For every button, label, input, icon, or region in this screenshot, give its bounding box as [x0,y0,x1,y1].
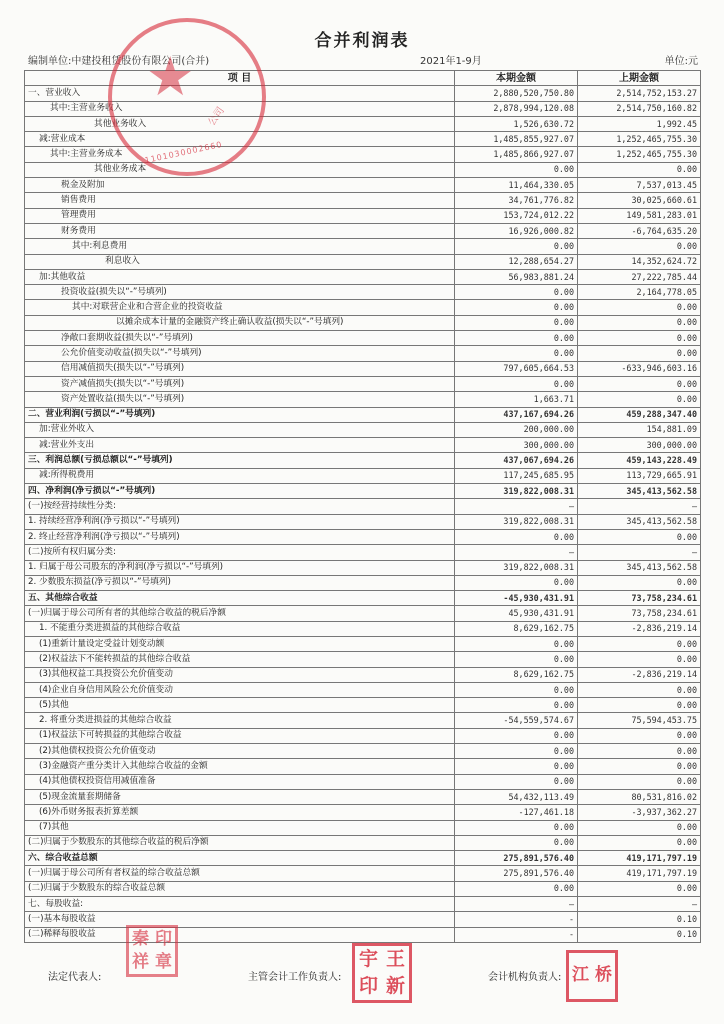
row-current-amount: 0.00 [455,575,578,590]
row-current-amount: 300,000.00 [455,438,578,453]
row-item-label: 公允价值变动收益(损失以“-”号填列) [25,346,455,361]
row-item-label: (二)按所有权归属分类: [25,545,455,560]
row-item-label: 二、营业利润(亏损以“-”号填列) [25,407,455,422]
row-current-amount: 319,822,008.31 [455,560,578,575]
company-seal-word: 公司 [206,105,227,128]
row-previous-amount: 0.00 [578,346,701,361]
accounting-dept-head-seal [566,950,618,1002]
row-item-label: 五、其他综合收益 [25,591,455,606]
accounting-head-label: 主管会计工作负责人: [248,972,342,983]
row-item-label: 以摊余成本计量的金融资产终止确认收益(损失以“-”号填列) [25,315,455,330]
row-current-amount: 45,930,431.91 [455,606,578,621]
row-item-label: (3)其他权益工具投资公允价值变动 [25,667,455,682]
row-current-amount: 0.00 [455,331,578,346]
row-previous-amount: 459,288,347.40 [578,407,701,422]
table-row [25,545,701,560]
table-row [25,392,701,407]
table-row [25,789,701,804]
row-current-amount: - [455,927,578,942]
table-row [25,147,701,162]
row-current-amount: 0.00 [455,759,578,774]
row-current-amount: 275,891,576.40 [455,866,578,881]
table-body [25,86,701,943]
accounting-head-seal [352,943,412,1003]
table-row [25,759,701,774]
row-previous-amount: -6,764,635.20 [578,223,701,238]
row-previous-amount: 345,413,562.58 [578,560,701,575]
row-item-label: 税金及附加 [25,178,455,193]
row-current-amount: 0.00 [455,162,578,177]
row-item-label: (二)归属于少数股东的其他综合收益的税后净额 [25,835,455,850]
row-item-label: (5)其他 [25,698,455,713]
row-previous-amount: 0.00 [578,529,701,544]
row-previous-amount: 0.00 [578,575,701,590]
row-previous-amount: 1,252,465,755.30 [578,147,701,162]
table-row [25,866,701,881]
table-row [25,269,701,284]
table-row [25,652,701,667]
row-previous-amount: 0.00 [578,820,701,835]
table-row [25,223,701,238]
row-item-label: (4)企业自身信用风险公允价值变动 [25,682,455,697]
row-previous-amount: 0.00 [578,835,701,850]
row-previous-amount: 0.00 [578,315,701,330]
row-previous-amount: 459,143,228.49 [578,453,701,468]
table-row [25,606,701,621]
table-row [25,744,701,759]
row-current-amount: 0.00 [455,744,578,759]
company-name: 编制单位:中建投租赁股份有限公司(合并) [28,56,210,67]
row-previous-amount: 0.00 [578,636,701,651]
row-previous-amount: 0.00 [578,392,701,407]
row-item-label: 资产处置收益(损失以“-”号填列) [25,392,455,407]
row-previous-amount: — [578,499,701,514]
row-item-label: 1. 持续经营净利润(净亏损以“-”号填列) [25,514,455,529]
row-previous-amount: 0.00 [578,162,701,177]
row-item-label: 资产减值损失(损失以“-”号填列) [25,376,455,391]
row-item-label: 加:营业外收入 [25,422,455,437]
seal-char: 秦 [132,929,149,949]
row-item-label: (2)其他债权投资公允价值变动 [25,744,455,759]
row-current-amount: — [455,545,578,560]
row-item-label: (一)归属于母公司所有者的其他综合收益的税后净额 [25,606,455,621]
report-title: 合并利润表 [314,31,410,51]
row-item-label: (5)现金流量套期储备 [25,789,455,804]
row-item-label: (二)稀释每股收益 [25,927,455,942]
row-item-label: 四、净利润(净亏损以“-”号填列) [25,484,455,499]
row-previous-amount: 2,514,752,153.27 [578,86,701,101]
table-row [25,132,701,147]
row-current-amount: - [455,912,578,927]
row-item-label: 其中:利息费用 [25,239,455,254]
table-row [25,239,701,254]
table-row [25,208,701,223]
row-item-label: 减:所得税费用 [25,468,455,483]
row-previous-amount: 14,352,624.72 [578,254,701,269]
table-header-row [25,71,701,86]
row-previous-amount: — [578,545,701,560]
row-item-label: 1. 归属于母公司股东的净利润(净亏损以“-”号填列) [25,560,455,575]
table-row [25,805,701,820]
row-previous-amount: 73,758,234.61 [578,591,701,606]
company-seal-code: 1101030002660 [143,139,224,166]
row-current-amount: 11,464,330.05 [455,178,578,193]
row-current-amount: 117,245,685.95 [455,468,578,483]
row-item-label: 其他业务收入 [25,116,455,131]
row-current-amount: 2,878,994,120.08 [455,101,578,116]
column-header-previous: 上期金额 [578,71,701,86]
row-item-label: 1. 不能重分类进损益的其他综合收益 [25,621,455,636]
row-current-amount: 54,432,113.49 [455,789,578,804]
row-current-amount: 56,983,881.24 [455,269,578,284]
row-current-amount: 0.00 [455,529,578,544]
row-current-amount: 1,663.71 [455,392,578,407]
table-row [25,575,701,590]
row-previous-amount: 0.00 [578,698,701,713]
table-row [25,881,701,896]
table-row [25,376,701,391]
seal-star-icon: ★ [146,45,195,108]
table-row [25,499,701,514]
seal-char: 祥 [132,952,149,972]
table-row [25,86,701,101]
row-previous-amount: -2,836,219.14 [578,667,701,682]
report-period: 2021年1-9月 [420,56,482,67]
row-current-amount: -45,930,431.91 [455,591,578,606]
row-item-label: (1)重新计量设定受益计划变动额 [25,636,455,651]
row-item-label: 信用减值损失(损失以“-”号填列) [25,361,455,376]
row-current-amount: 0.00 [455,728,578,743]
row-item-label: 投资收益(损失以“-”号填列) [25,285,455,300]
row-item-label: 三、利润总额(亏损总额以“-”号填列) [25,453,455,468]
row-item-label: 一、营业收入 [25,86,455,101]
row-item-label: (6)外币财务报表折算差额 [25,805,455,820]
row-current-amount: 2,880,520,750.80 [455,86,578,101]
row-previous-amount: 0.00 [578,652,701,667]
row-item-label: 其中:主营业务收入 [25,101,455,116]
table-row [25,438,701,453]
row-current-amount: 0.00 [455,315,578,330]
table-row [25,254,701,269]
table-row [25,728,701,743]
table-row [25,591,701,606]
row-item-label: 减:营业成本 [25,132,455,147]
row-item-label: (一)归属于母公司所有者权益的综合收益总额 [25,866,455,881]
row-previous-amount: — [578,897,701,912]
row-current-amount: 1,526,630.72 [455,116,578,131]
row-item-label: (3)金融资产重分类计入其他综合收益的金额 [25,759,455,774]
table-row [25,774,701,789]
row-previous-amount: 1,252,465,755.30 [578,132,701,147]
row-item-label: 加:其他收益 [25,269,455,284]
seal-char: 江 [572,965,589,985]
row-previous-amount: 0.00 [578,774,701,789]
table-row [25,468,701,483]
row-previous-amount: 80,531,816.02 [578,789,701,804]
row-current-amount: 0.00 [455,820,578,835]
row-previous-amount: -2,836,219.14 [578,621,701,636]
row-item-label: (一)基本每股收益 [25,912,455,927]
row-item-label: 其他业务成本 [25,162,455,177]
row-previous-amount: 149,581,283.01 [578,208,701,223]
row-previous-amount: 0.10 [578,927,701,942]
row-previous-amount: 0.00 [578,331,701,346]
row-item-label: 销售费用 [25,193,455,208]
seal-char: 宇 [358,948,378,970]
row-item-label: 2. 少数股东损益(净亏损以“-”号填列) [25,575,455,590]
row-previous-amount: 113,729,665.91 [578,468,701,483]
row-current-amount: 0.00 [455,376,578,391]
table-row [25,315,701,330]
row-current-amount: 0.00 [455,835,578,850]
row-current-amount: — [455,897,578,912]
seal-char: 印 [155,929,172,949]
row-item-label: 净敞口套期收益(损失以“-”号填列) [25,331,455,346]
accounting-dept-head-label: 会计机构负责人: [488,972,562,983]
row-previous-amount: 73,758,234.61 [578,606,701,621]
row-previous-amount: -633,946,603.16 [578,361,701,376]
seal-char: 新 [385,975,405,997]
table-row [25,300,701,315]
row-item-label: 减:营业外支出 [25,438,455,453]
row-previous-amount: 0.00 [578,744,701,759]
row-current-amount: 34,761,776.82 [455,193,578,208]
row-current-amount: 16,926,000.82 [455,223,578,238]
table-row [25,178,701,193]
table-row [25,193,701,208]
table-row [25,331,701,346]
seal-char: 印 [358,975,378,997]
row-current-amount: 0.00 [455,239,578,254]
seal-char: 章 [155,952,172,972]
row-current-amount: 0.00 [455,346,578,361]
row-current-amount: 437,167,694.26 [455,407,578,422]
row-current-amount: 0.00 [455,682,578,697]
row-current-amount: -54,559,574.67 [455,713,578,728]
row-current-amount: 319,822,008.31 [455,484,578,499]
currency-unit: 单位:元 [664,56,698,67]
table-row [25,285,701,300]
table-row [25,162,701,177]
table-row [25,116,701,131]
row-previous-amount: 75,594,453.75 [578,713,701,728]
table-row [25,851,701,866]
row-current-amount: 0.00 [455,774,578,789]
row-item-label: 其中:主营业务成本 [25,147,455,162]
row-previous-amount: 0.00 [578,300,701,315]
row-previous-amount: -3,937,362.27 [578,805,701,820]
row-item-label: (4)其他债权投资信用减值准备 [25,774,455,789]
table-row [25,514,701,529]
table-row [25,927,701,942]
row-previous-amount: 0.00 [578,728,701,743]
row-current-amount: 0.00 [455,285,578,300]
row-previous-amount: 0.00 [578,376,701,391]
table-row [25,484,701,499]
table-row [25,361,701,376]
row-previous-amount: 27,222,785.44 [578,269,701,284]
row-item-label: 六、综合收益总额 [25,851,455,866]
row-item-label: 2. 将重分类进损益的其他综合收益 [25,713,455,728]
row-previous-amount: 419,171,797.19 [578,851,701,866]
row-current-amount: 437,067,694.26 [455,453,578,468]
table-row [25,713,701,728]
row-current-amount: 0.00 [455,300,578,315]
row-current-amount: 797,605,664.53 [455,361,578,376]
row-previous-amount: 345,413,562.58 [578,514,701,529]
row-current-amount: 319,822,008.31 [455,514,578,529]
row-previous-amount: 0.00 [578,239,701,254]
row-item-label: 七、每股收益: [25,897,455,912]
table-row [25,422,701,437]
row-current-amount: 1,485,866,927.07 [455,147,578,162]
seal-char: 王 [385,948,405,970]
row-current-amount: 0.00 [455,881,578,896]
row-item-label: (2)权益法下不能转损益的其他综合收益 [25,652,455,667]
row-item-label: (一)按经营持续性分类: [25,499,455,514]
row-item-label: 2. 终止经营净利润(净亏损以“-”号填列) [25,529,455,544]
income-statement-table [24,70,701,943]
row-current-amount: -127,461.18 [455,805,578,820]
table-row [25,667,701,682]
row-previous-amount: 2,164,778.05 [578,285,701,300]
table-row [25,560,701,575]
row-item-label: 其中:对联营企业和合营企业的投资收益 [25,300,455,315]
row-previous-amount: 0.00 [578,682,701,697]
table-row [25,529,701,544]
table-row [25,346,701,361]
row-previous-amount: 7,537,013.45 [578,178,701,193]
row-previous-amount: 345,413,562.58 [578,484,701,499]
row-previous-amount: 1,992.45 [578,116,701,131]
row-previous-amount: 2,514,750,160.82 [578,101,701,116]
table-row [25,407,701,422]
row-current-amount: 0.00 [455,636,578,651]
row-item-label: 利息收入 [25,254,455,269]
row-previous-amount: 0.10 [578,912,701,927]
column-header-item: 项 目 [25,71,455,86]
row-item-label: (7)其他 [25,820,455,835]
table-row [25,897,701,912]
row-item-label: (1)权益法下可转损益的其他综合收益 [25,728,455,743]
table-row [25,636,701,651]
row-current-amount: 8,629,162.75 [455,667,578,682]
row-current-amount: 8,629,162.75 [455,621,578,636]
row-previous-amount: 300,000.00 [578,438,701,453]
table-row [25,835,701,850]
seal-char: 桥 [595,965,612,985]
row-item-label: 管理费用 [25,208,455,223]
row-current-amount: 0.00 [455,652,578,667]
row-current-amount: 153,724,012.22 [455,208,578,223]
row-current-amount: 200,000.00 [455,422,578,437]
row-current-amount: 1,485,855,927.07 [455,132,578,147]
row-current-amount: 12,288,654.27 [455,254,578,269]
row-item-label: 财务费用 [25,223,455,238]
table-row [25,101,701,116]
row-item-label: (二)归属于少数股东的综合收益总额 [25,881,455,896]
table-row [25,682,701,697]
row-previous-amount: 419,171,797.19 [578,866,701,881]
table-row [25,912,701,927]
row-previous-amount: 154,881.09 [578,422,701,437]
legal-representative-label: 法定代表人: [48,972,102,983]
table-row [25,698,701,713]
row-previous-amount: 0.00 [578,881,701,896]
row-previous-amount: 30,025,660.61 [578,193,701,208]
table-row [25,453,701,468]
column-header-current: 本期金额 [455,71,578,86]
table-row [25,621,701,636]
row-previous-amount: 0.00 [578,759,701,774]
row-current-amount: 0.00 [455,698,578,713]
row-current-amount: — [455,499,578,514]
row-current-amount: 275,891,576.40 [455,851,578,866]
table-row [25,820,701,835]
